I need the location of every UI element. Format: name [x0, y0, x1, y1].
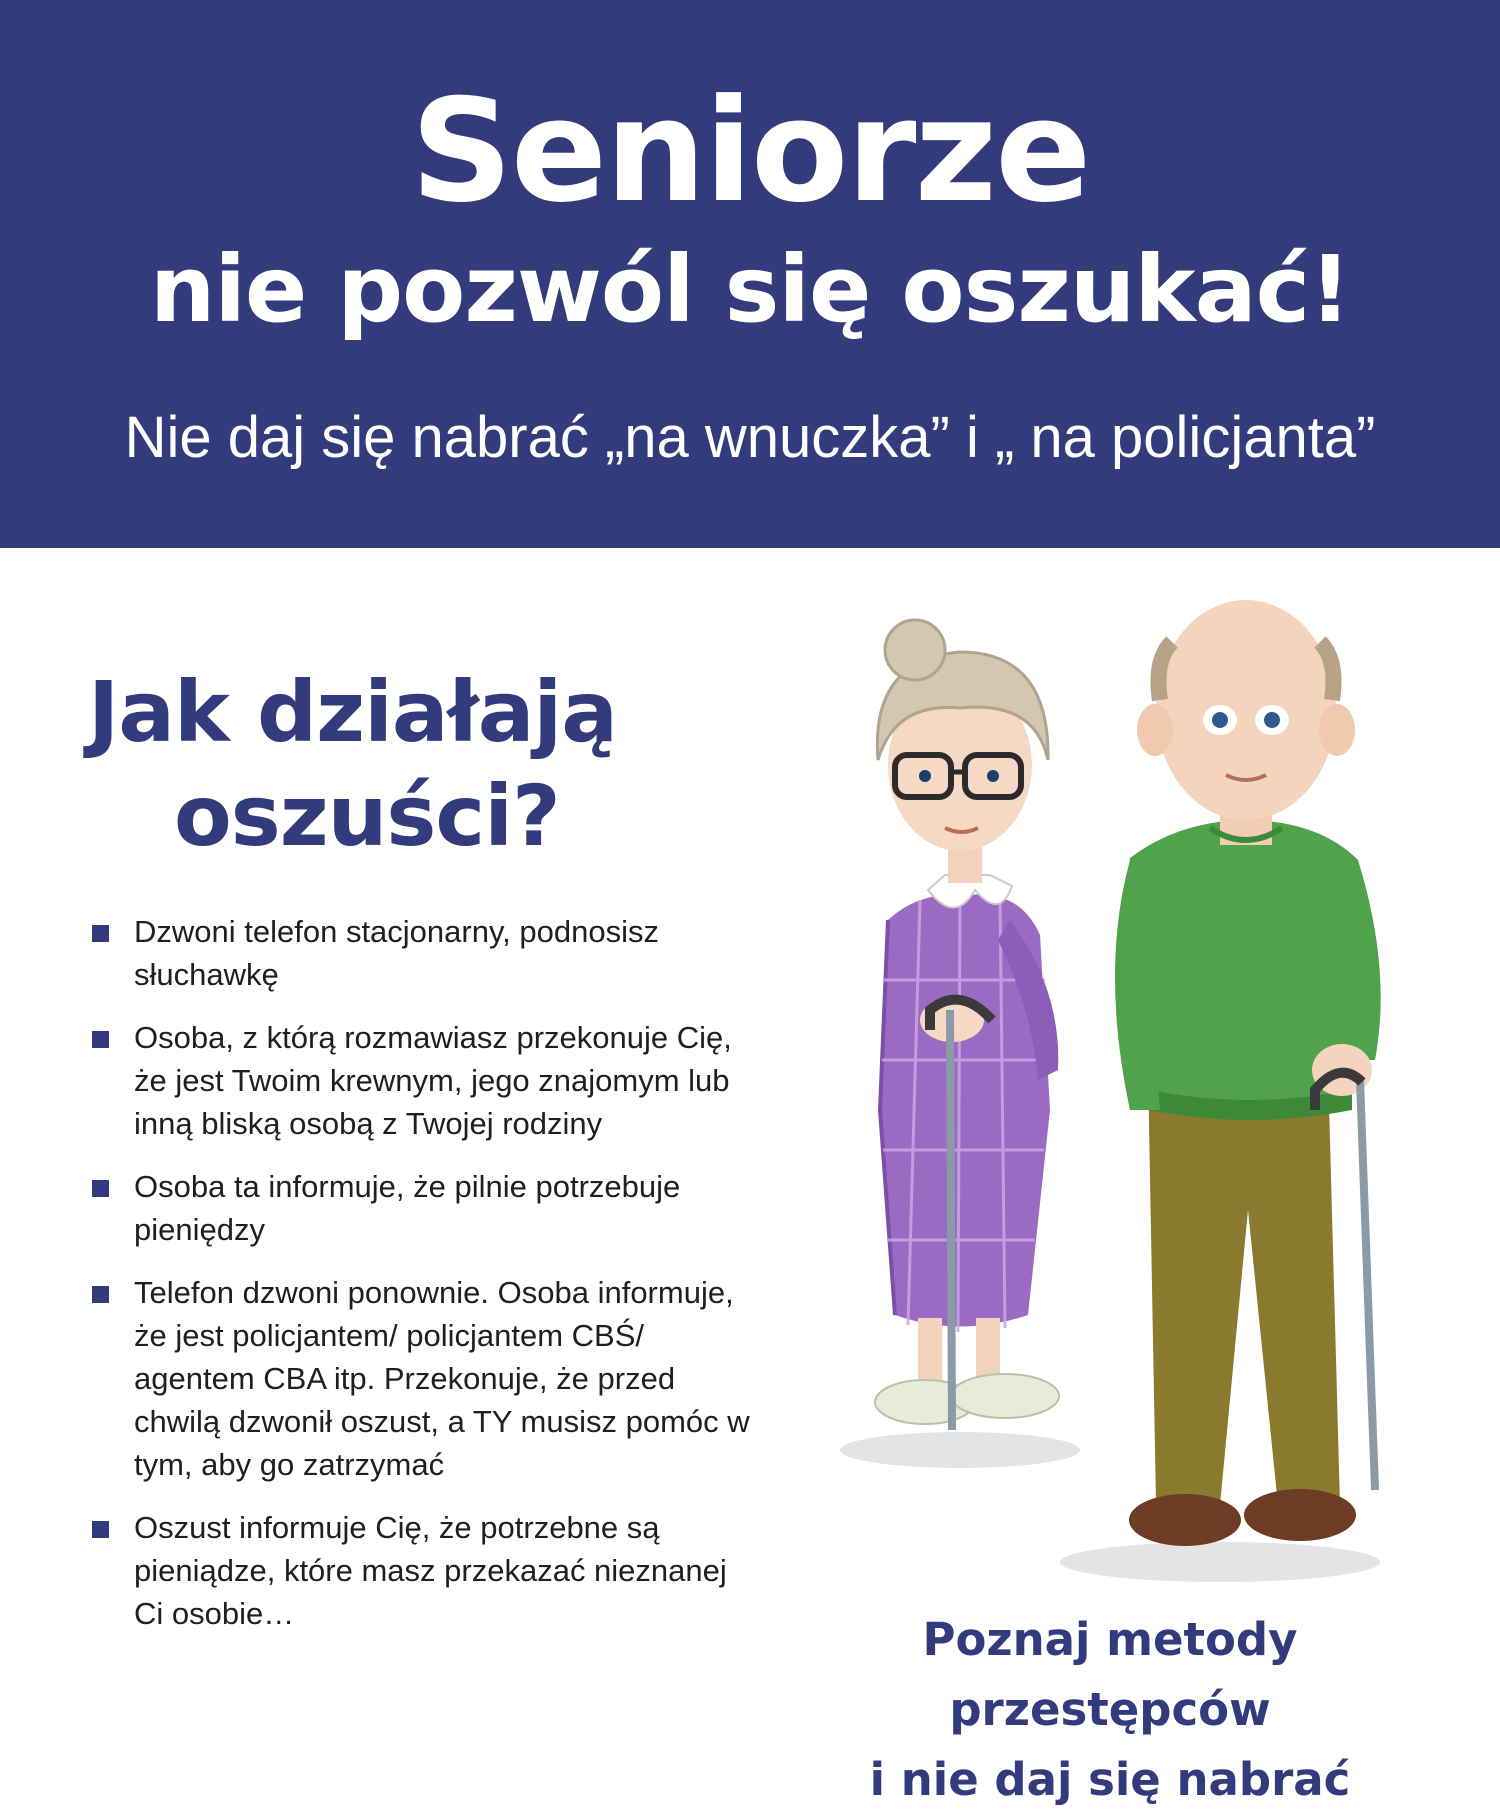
list-item: [88, 1016, 758, 1145]
list-item: [88, 1165, 758, 1251]
list-item-text: Oszust informuje Cię, że potrzebne są pieniądze, które masz przekazać nieznanej Ci osobie…: [134, 1510, 727, 1631]
list-item-text: Osoba ta informuje, że pilnie potrzebuje pieniędzy: [134, 1169, 681, 1247]
section-heading-line-2: oszuści?: [174, 767, 560, 865]
square-bullet-icon: [92, 1521, 109, 1538]
elderly-woman-figure: [875, 620, 1059, 1430]
scam-steps-list: [88, 910, 758, 1655]
woman-shadow: [840, 1432, 1080, 1468]
poster-title-line-2: nie pozwól się oszukać!: [149, 236, 1351, 343]
list-item: [88, 1271, 758, 1486]
section-heading-line-1: Jak działają: [88, 663, 617, 761]
slogan-line-1: Poznaj metody przestępców: [922, 1613, 1298, 1736]
list-item-text: Osoba, z którą rozmawiasz przekonuje Cię, że jest Twoim krewnym, jego znajomym lub inną bliską osobą z Twojej rodziny: [134, 1020, 732, 1141]
square-bullet-icon: [92, 925, 109, 942]
square-bullet-icon: [92, 1031, 109, 1048]
header-banner: [0, 0, 1500, 548]
square-bullet-icon: [92, 1180, 109, 1197]
elderly-man-figure: [1115, 600, 1381, 1546]
square-bullet-icon: [92, 1286, 109, 1303]
poster-title: Seniorze: [410, 69, 1090, 234]
list-item-text: Dzwoni telefon stacjonarny, podnosisz słuchawkę: [134, 914, 659, 992]
list-item: [88, 1506, 758, 1635]
list-item-text: Telefon dzwoni ponownie. Osoba informuje, że jest policjantem/ policjantem CBŚ/ agentem CBA itp. Przekonuje, że przed chwilą dzwonił oszust, a TY musisz pomóc w tym, aby go zatrzymać: [134, 1275, 750, 1482]
list-item: [88, 910, 758, 996]
slogan: [760, 1605, 1460, 1815]
man-shadow: [1060, 1542, 1380, 1582]
poster-subtitle: Nie daj się nabrać „na wnuczka” i „ na policjanta”: [124, 405, 1376, 470]
elderly-couple-illustration: [800, 590, 1400, 1590]
section-heading: [88, 660, 788, 868]
slogan-line-2: i nie daj się nabrać: [869, 1753, 1351, 1806]
